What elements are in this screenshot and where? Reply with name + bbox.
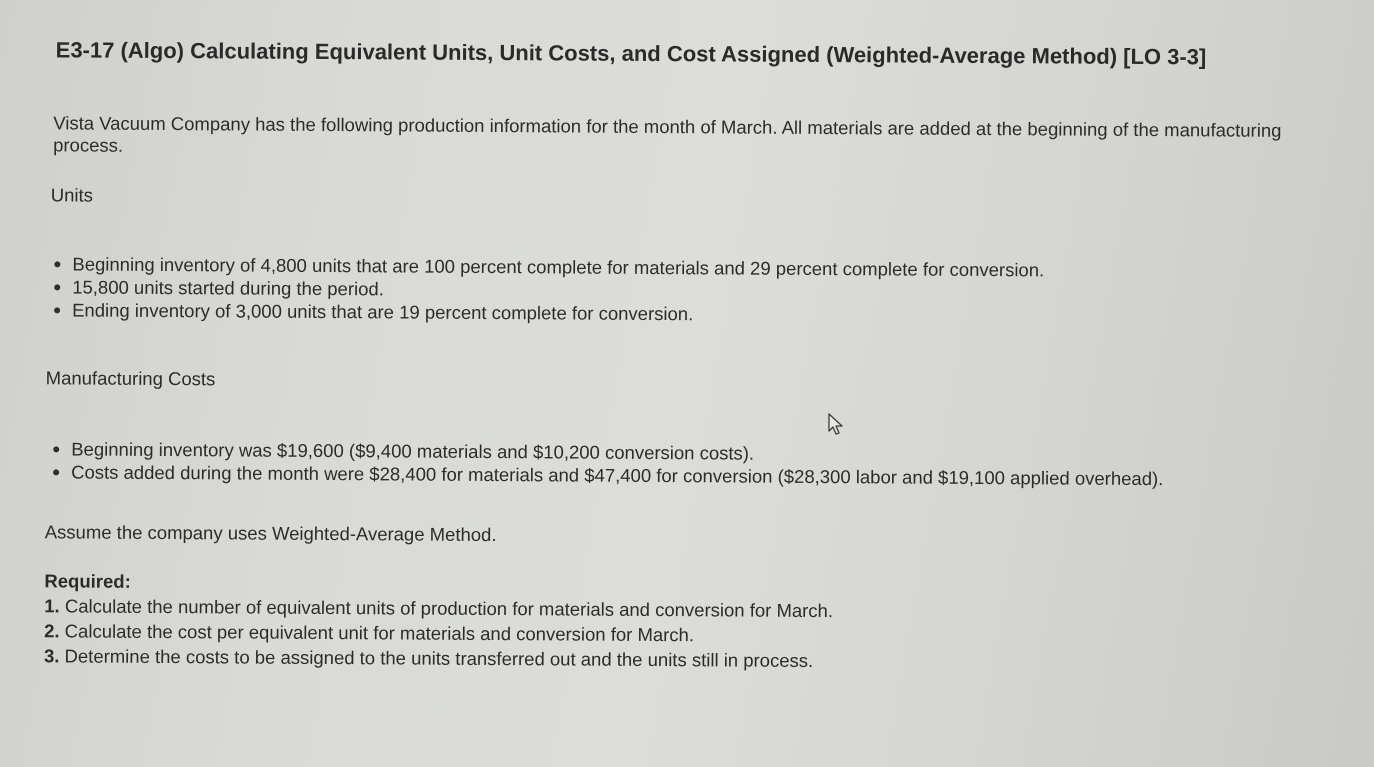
list-item: Beginning inventory of 4,800 units that are 100 percent complete for materials and 29 percent complete for conversion. (50, 252, 1312, 283)
list-item: 15,800 units started during the period. (50, 275, 1312, 306)
list-item: Costs added during the month were $28,400 for materials and $47,400 for conversion ($28,300 labor and $19,100 applied overhead). (49, 460, 1251, 490)
assumption-text: Assume the company uses Weighted-Average Method. (44, 521, 497, 546)
costs-list (47, 437, 1311, 491)
required-item-number: 1. (44, 595, 60, 617)
units-heading: Units (50, 184, 94, 206)
units-list (48, 252, 1312, 329)
required-item-text: Calculate the number of equivalent units of production for materials and conversion for March. (59, 595, 834, 622)
required-item-number: 3. (43, 645, 60, 667)
problem-intro: Vista Vacuum Company has the following production information for the month of March. All materials are added at the beginning of the manufacturing process. (53, 112, 1282, 156)
list-item: Beginning inventory was $19,600 ($9,400 materials and $10,200 conversion costs). (49, 437, 1251, 467)
mouse-pointer-icon (826, 412, 848, 436)
problem-title: E3-17 (Algo) Calculating Equivalent Units, Unit Costs, and Cost Assigned (Weighted-Average Method) [LO 3-3] (55, 37, 1207, 70)
required-item-text: Determine the costs to be assigned to the units transferred out and the units still in process. (59, 645, 814, 671)
required-list (44, 593, 1310, 676)
list-item: Ending inventory of 3,000 units that are 19 percent complete for conversion. (50, 298, 1312, 329)
required-section (44, 569, 1311, 676)
costs-heading: Manufacturing Costs (45, 367, 216, 390)
required-item-number: 2. (44, 620, 60, 642)
required-item-text: Calculate the cost per equivalent unit for materials and conversion for March. (59, 620, 695, 646)
required-heading: Required: (44, 570, 131, 592)
